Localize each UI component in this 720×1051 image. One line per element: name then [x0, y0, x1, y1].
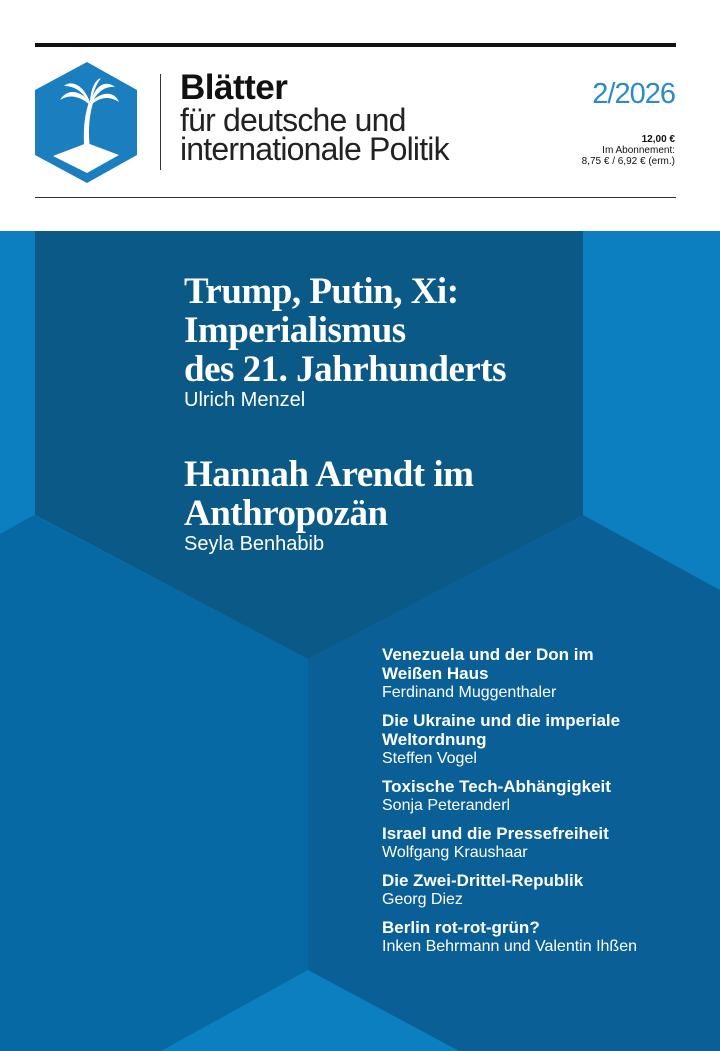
author: Seyla Benhabib — [184, 533, 325, 555]
masthead-title — [180, 68, 449, 167]
list-item[interactable] — [382, 711, 682, 768]
palm-island-hexagon-icon — [33, 60, 139, 185]
article-author: Wolfgang Kraushaar — [382, 844, 528, 861]
author: Ulrich Menzel — [184, 389, 306, 411]
list-item[interactable] — [382, 918, 702, 956]
article-author: Sonja Peteranderl — [382, 797, 511, 814]
list-item[interactable] — [382, 645, 647, 702]
article-author: Georg Diez — [382, 891, 463, 908]
article-title: Toxische Tech-Abhängigkeit — [382, 777, 611, 796]
article-author: Inken Behrmann und Valentin Ihßen — [382, 938, 637, 955]
magazine-subtitle-1: für deutsche und — [180, 102, 406, 138]
headline-line: Trump, Putin, Xi: — [184, 271, 459, 312]
top-rule — [35, 43, 676, 47]
article-title: Israel und die Pressefreiheit — [382, 824, 609, 843]
article-author: Steffen Vogel — [382, 750, 477, 767]
price-block — [582, 134, 675, 167]
side-article-list — [382, 645, 702, 965]
list-item[interactable] — [382, 777, 702, 815]
article-title: Die Zwei-Drittel-Republik — [382, 871, 584, 890]
headline-line: Hannah Arendt im — [184, 454, 474, 495]
article-author: Ferdinand Muggenthaler — [382, 684, 557, 701]
issue-number: 2/2026 — [592, 78, 675, 110]
headline-line: Anthropozän — [184, 493, 388, 534]
list-item[interactable] — [382, 824, 702, 862]
article-title: Berlin rot-rot-grün? — [382, 918, 540, 937]
headline-line: Imperialismus — [184, 310, 406, 351]
subscription-label: Im Abonnement: — [602, 145, 675, 156]
bottom-rule — [35, 197, 676, 198]
main-article-2[interactable] — [184, 455, 473, 555]
magazine-subtitle-2: internationale Politik — [180, 131, 449, 167]
list-item[interactable] — [382, 871, 702, 909]
headline-line: des 21. Jahrhunderts — [184, 349, 507, 390]
main-article-1[interactable] — [184, 272, 506, 411]
article-title: Die Ukraine und die imperiale Weltordnung — [382, 711, 621, 749]
masthead-divider — [160, 74, 161, 170]
article-title: Venezuela und der Don im Weißen Haus — [382, 645, 594, 683]
magazine-name: Blätter — [180, 68, 288, 107]
price: 12,00 € — [641, 134, 675, 145]
subscription-price: 8,75 € / 6,92 € (erm.) — [581, 156, 675, 167]
